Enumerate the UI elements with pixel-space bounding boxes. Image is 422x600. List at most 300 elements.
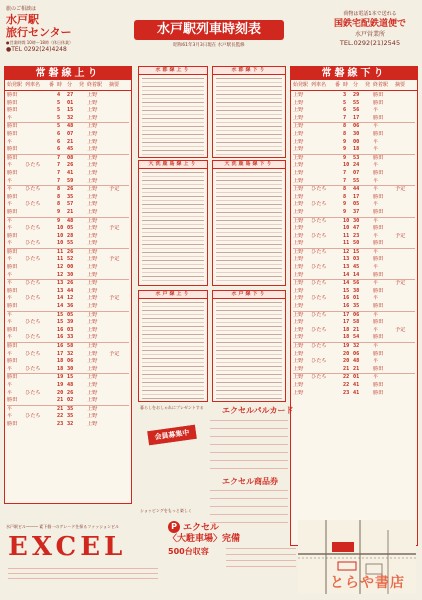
table-cell [25, 343, 47, 351]
table-row [293, 343, 415, 351]
timetable-line [142, 318, 204, 319]
table-cell [49, 123, 55, 131]
table-cell: 上野 [87, 287, 98, 294]
table-cell: 上野 [87, 311, 98, 318]
timetable-line [216, 326, 282, 327]
timetable-line [216, 228, 282, 229]
table-cell: 4 [57, 92, 61, 98]
table-cell [79, 240, 85, 248]
mid-section-suigun-up [138, 66, 208, 158]
timetable-line [142, 110, 204, 111]
table-row [7, 351, 129, 359]
table-cell: 平 [7, 334, 13, 341]
timetable-line [142, 366, 204, 367]
table-cell: 勝田 [373, 365, 384, 372]
table-cell: 5 [57, 123, 61, 130]
table-cell [311, 382, 333, 390]
table-cell: 平 [373, 177, 379, 184]
table-cell [395, 100, 415, 108]
timetable-line [216, 318, 282, 319]
mid-section-title: 水戸線上り [139, 291, 207, 299]
table-cell: 平 [373, 248, 379, 255]
table-cell: 上野 [87, 256, 98, 263]
table-cell: 6 [57, 146, 61, 153]
table-cell [311, 194, 333, 202]
table-cell [79, 218, 85, 226]
table-cell [335, 209, 341, 217]
table-cell: 22 [57, 413, 64, 420]
table-cell: 上野 [293, 217, 304, 224]
table-cell: 上野 [87, 99, 98, 106]
table-cell [311, 334, 333, 342]
table-row [7, 382, 129, 390]
timetable-line [216, 134, 282, 135]
table-cell [395, 366, 415, 374]
timetable-line [216, 398, 282, 399]
table-cell: 10 [57, 240, 64, 247]
table-cell: 勝田 [373, 208, 384, 215]
table-cell [365, 155, 371, 163]
table-cell [49, 201, 55, 209]
table-cell: 平 [373, 280, 379, 287]
table-cell: 02 [67, 397, 74, 404]
table-cell: 19 [57, 381, 64, 388]
table-cell: 上野 [293, 186, 304, 193]
table-cell: 上野 [87, 208, 98, 215]
table-cell [335, 343, 341, 351]
right-timetable [290, 66, 418, 546]
timetable-line [216, 78, 282, 79]
timetable-line [142, 236, 204, 237]
table-row [293, 92, 415, 100]
table-cell [79, 382, 85, 390]
table-cell: 平 [373, 326, 379, 333]
table-cell [79, 343, 85, 351]
right-timetable-title: 常磐線下り [291, 67, 417, 80]
timetable-line [216, 196, 282, 197]
column-header: 時 [57, 82, 63, 88]
table-cell [395, 288, 415, 296]
table-cell [395, 374, 415, 382]
card-description [210, 418, 288, 474]
table-row [7, 162, 129, 170]
table-cell: ひたち [311, 280, 327, 287]
table-row [7, 319, 129, 327]
table-cell: 勝田 [373, 169, 384, 176]
table-cell [395, 334, 415, 342]
table-cell [395, 295, 415, 303]
table-cell [79, 131, 85, 139]
table-cell: 平 [7, 217, 13, 224]
table-cell: 15 [67, 374, 74, 381]
table-cell: 35 [67, 405, 74, 412]
table-cell: 17 [57, 350, 64, 357]
timetable-line [142, 106, 204, 107]
table-cell [335, 288, 341, 296]
table-cell [79, 406, 85, 414]
table-cell: 01 [67, 99, 74, 106]
table-row [7, 131, 129, 139]
table-cell: 予定 [395, 232, 406, 239]
travel-center-hours: ●営業時間 10時～18時（休日休業） [6, 40, 73, 45]
table-row [293, 170, 415, 178]
table-cell: 13 [343, 256, 350, 263]
table-cell [109, 397, 129, 405]
table-row [293, 225, 415, 233]
table-cell [365, 249, 371, 257]
table-cell: ひたち [25, 201, 41, 208]
table-row [293, 303, 415, 312]
timetable-line [216, 184, 282, 185]
table-row [293, 358, 415, 366]
table-cell [109, 100, 129, 108]
table-cell [109, 92, 129, 100]
table-cell [365, 240, 371, 248]
timetable-line [142, 180, 204, 181]
table-cell: ひたち [25, 413, 41, 420]
table-cell: 平 [7, 311, 13, 318]
table-cell: 勝田 [373, 389, 384, 396]
table-cell [395, 139, 415, 147]
table-cell: 57 [67, 201, 74, 208]
column-header: 始発駅 [293, 82, 309, 88]
table-cell: 上野 [293, 381, 304, 388]
table-cell: 勝田 [373, 240, 384, 247]
table-cell: 上野 [293, 280, 304, 287]
left-timetable-title: 常磐線上り [5, 67, 131, 80]
timetable-line [142, 184, 204, 185]
column-header: 列車名 [25, 82, 41, 88]
table-cell: 12 [57, 271, 64, 278]
table-cell: 5 [343, 99, 347, 106]
timetable-line [142, 224, 204, 225]
table-cell: 平 [373, 264, 379, 271]
table-cell: 30 [67, 271, 74, 278]
table-cell: 勝田 [7, 420, 18, 427]
table-row [293, 327, 415, 335]
table-cell: 勝田 [7, 107, 18, 114]
table-cell [365, 194, 371, 202]
table-cell [365, 186, 371, 194]
table-cell [109, 421, 129, 429]
table-cell [79, 209, 85, 217]
parking-icon: P [168, 521, 180, 533]
table-cell: 上野 [293, 208, 304, 215]
timetable-line [142, 142, 204, 143]
table-cell: 30 [67, 365, 74, 372]
timetable-line [142, 86, 204, 87]
table-cell: 59 [67, 177, 74, 184]
table-cell: 上野 [293, 201, 304, 208]
table-cell [109, 280, 129, 288]
table-cell: ひたち [311, 358, 327, 365]
table-cell [365, 139, 371, 147]
table-cell: 15 [343, 287, 350, 294]
table-cell [25, 397, 47, 405]
table-row [293, 178, 415, 187]
table-cell [109, 240, 129, 248]
timetable-line [142, 382, 204, 383]
table-cell: 21 [67, 208, 74, 215]
table-cell [79, 233, 85, 241]
mid-section-title: 大洗鹿島線下り [213, 161, 285, 169]
table-cell: 12 [343, 248, 350, 255]
timetable-line [216, 378, 282, 379]
table-cell: 10 [343, 217, 350, 224]
table-cell: 上野 [293, 225, 304, 232]
table-cell [25, 249, 47, 257]
table-cell [79, 421, 85, 429]
table-cell: 28 [67, 232, 74, 239]
mid-section-mito-up [138, 290, 208, 402]
timetable-line [142, 268, 204, 269]
table-row [293, 139, 415, 147]
table-cell [79, 155, 85, 163]
timetable-line [216, 354, 282, 355]
table-cell: 12 [57, 264, 64, 271]
timetable-line [216, 154, 282, 155]
table-cell: 上野 [293, 343, 304, 349]
table-row [7, 334, 129, 343]
timetable-line [142, 248, 204, 249]
table-cell: 54 [353, 334, 360, 341]
table-cell [395, 351, 415, 359]
table-cell: 平 [373, 374, 379, 381]
table-cell: 45 [67, 146, 74, 153]
timetable-line [142, 342, 204, 343]
column-header: 摘要 [395, 82, 406, 88]
table-cell: 30 [353, 130, 360, 137]
table-cell [311, 100, 333, 108]
table-cell: ひたち [25, 319, 41, 326]
timetable-line [142, 150, 204, 151]
table-cell [49, 100, 55, 108]
table-cell: 00 [67, 264, 74, 271]
table-cell [79, 225, 85, 233]
table-cell: 上野 [87, 123, 98, 130]
table-cell [335, 194, 341, 202]
table-cell: 勝田 [373, 193, 384, 200]
table-cell: 20 [57, 389, 64, 396]
timetable-line [142, 252, 204, 253]
table-cell: 勝田 [7, 303, 18, 310]
timetable-line [216, 232, 282, 233]
table-cell [365, 209, 371, 217]
table-cell [49, 327, 55, 335]
table-cell: 上野 [87, 107, 98, 114]
table-cell: 平 [7, 413, 13, 420]
timetable-line [216, 382, 282, 383]
table-cell: 35 [67, 193, 74, 200]
table-cell: 7 [57, 177, 61, 184]
table-row [7, 406, 129, 414]
timetable-line [216, 264, 282, 265]
table-cell: 08 [67, 154, 74, 161]
table-cell: 06 [353, 350, 360, 357]
timetable-line [216, 248, 282, 249]
table-cell [25, 92, 47, 100]
table-cell: 07 [67, 130, 74, 137]
table-cell [25, 288, 47, 296]
table-row [7, 155, 129, 163]
table-cell: 26 [67, 280, 74, 287]
table-cell [109, 201, 129, 209]
right-timetable-rows [291, 91, 417, 398]
table-cell [365, 201, 371, 209]
table-cell: 14 [353, 271, 360, 278]
column-header: 終着駅 [373, 82, 389, 88]
table-cell: 21 [353, 326, 360, 333]
parking-notes [226, 544, 296, 574]
timetable-line [216, 114, 282, 115]
table-cell [311, 319, 333, 327]
table-cell: 53 [353, 154, 360, 161]
table-cell: ひたち [25, 365, 41, 372]
table-cell: ひたち [25, 162, 41, 169]
table-cell: 10 [57, 232, 64, 239]
table-cell [79, 92, 85, 100]
timetable-line [216, 272, 282, 273]
table-cell: 26 [67, 248, 74, 255]
timetable-line [216, 138, 282, 139]
table-cell [365, 225, 371, 233]
column-header: 発 [79, 82, 85, 88]
table-cell: 上野 [293, 271, 304, 278]
table-cell: 21 [67, 138, 74, 145]
table-cell [335, 225, 341, 233]
table-cell [49, 288, 55, 296]
table-cell: 9 [343, 138, 347, 145]
table-cell: 45 [353, 264, 360, 271]
table-row [7, 146, 129, 155]
table-cell: 22 [343, 381, 350, 388]
timetable-line [142, 350, 204, 351]
express-line-1: 荷物は電話1本で送れる [343, 11, 397, 17]
table-cell: 30 [353, 217, 360, 224]
table-row [293, 107, 415, 115]
table-row [7, 256, 129, 264]
table-cell [335, 351, 341, 359]
table-cell [79, 312, 85, 320]
table-cell [311, 155, 333, 163]
timetable-line [216, 366, 282, 367]
table-cell: 21 [353, 365, 360, 372]
timetable-line [216, 172, 282, 173]
table-cell: 平 [7, 389, 13, 396]
timetable-line [216, 94, 282, 95]
timetable-line [216, 126, 282, 127]
table-cell: 18 [343, 326, 350, 333]
table-cell: ひたち [25, 256, 41, 263]
table-cell [79, 194, 85, 202]
table-cell: 14 [343, 280, 350, 287]
timetable-line [142, 126, 204, 127]
table-cell: 平 [7, 280, 13, 287]
timetable-line [216, 342, 282, 343]
table-cell [25, 194, 47, 202]
timetable-line [216, 150, 282, 151]
table-cell [335, 249, 341, 257]
mid-section-title: 水郡線下り [213, 67, 285, 75]
table-cell: 7 [343, 169, 347, 176]
table-cell [395, 390, 415, 398]
timetable-line [216, 310, 282, 311]
table-cell [79, 351, 85, 359]
table-row [293, 194, 415, 202]
timetable-line [216, 302, 282, 303]
table-cell [395, 358, 415, 366]
timetable-line [142, 326, 204, 327]
table-cell: 上野 [293, 177, 304, 184]
table-cell: 上野 [87, 162, 98, 169]
timetable-line [142, 354, 204, 355]
table-cell: 06 [353, 123, 360, 130]
table-cell: 13 [343, 264, 350, 271]
timetable-line [142, 362, 204, 363]
table-cell: 平 [7, 350, 13, 357]
table-cell: 平 [373, 138, 379, 145]
timetable-line [142, 256, 204, 257]
table-row [7, 240, 129, 249]
timetable-line [142, 196, 204, 197]
table-cell [79, 334, 85, 342]
timetable-line [216, 386, 282, 387]
table-cell: 勝田 [7, 169, 18, 176]
table-cell: 32 [67, 420, 74, 427]
table-cell [335, 272, 341, 280]
table-cell [109, 131, 129, 139]
table-cell: 47 [353, 225, 360, 232]
timetable-line [216, 98, 282, 99]
table-cell: 7 [57, 154, 61, 161]
table-row [7, 312, 129, 320]
table-cell: 予定 [395, 280, 406, 287]
table-cell: 予定 [395, 326, 406, 333]
table-cell [365, 92, 371, 100]
table-cell [25, 155, 47, 163]
table-cell [49, 186, 55, 194]
table-cell: 58 [353, 319, 360, 326]
table-cell [365, 218, 371, 226]
table-cell [49, 406, 55, 414]
column-header: 分 [67, 82, 73, 88]
column-header: 時 [343, 82, 349, 88]
table-cell: 平 [373, 107, 379, 114]
table-cell: 6 [343, 107, 347, 114]
timetable-line [216, 362, 282, 363]
timetable-line [216, 188, 282, 189]
table-cell: 上野 [87, 154, 98, 161]
table-cell [311, 131, 333, 139]
table-cell: 上野 [87, 92, 98, 98]
table-cell: 勝田 [373, 350, 384, 357]
table-cell: 上野 [293, 350, 304, 357]
table-cell [25, 115, 47, 123]
table-row [293, 374, 415, 382]
table-row [293, 351, 415, 359]
table-cell: 勝田 [7, 343, 18, 349]
table-cell: 37 [353, 208, 360, 215]
timetable-line [216, 82, 282, 83]
express-ad [322, 10, 418, 66]
table-cell: 52 [67, 256, 74, 263]
table-cell: 05 [67, 311, 74, 318]
table-cell: 上野 [87, 232, 98, 239]
timetable-line [216, 212, 282, 213]
table-cell [365, 280, 371, 288]
table-cell: 11 [343, 232, 350, 239]
left-timetable [4, 66, 132, 504]
